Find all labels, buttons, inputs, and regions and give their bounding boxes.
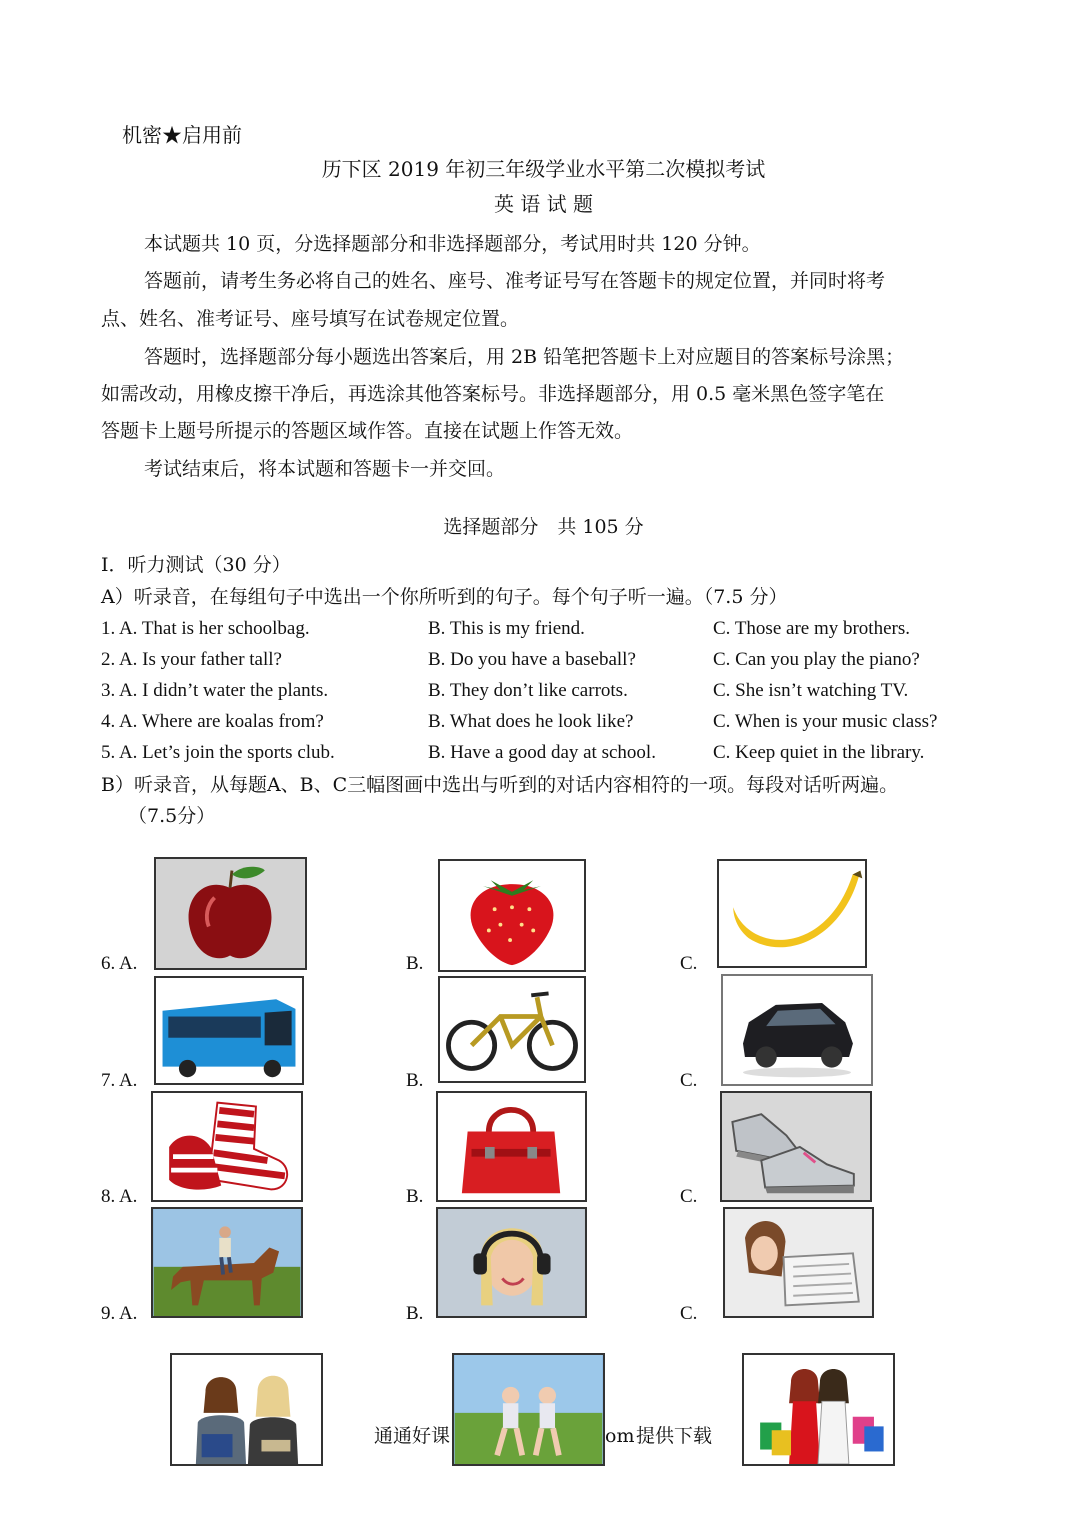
section-title: 选择题部分 共 105 分 bbox=[443, 516, 644, 538]
q7-label-b: B. bbox=[406, 1070, 424, 1091]
option-c: C. Keep quiet in the library. bbox=[713, 742, 925, 763]
part-a-instruction: A）听录音，在每组句子中选出一个你所听到的句子。每个句子听一遍。（7.5 分） bbox=[101, 586, 788, 608]
car-icon bbox=[721, 974, 873, 1086]
girls-exercising-icon bbox=[452, 1353, 605, 1466]
footer-text-right: 提供下载 bbox=[636, 1425, 713, 1447]
option-b: B. They don’t like carrots. bbox=[428, 680, 628, 701]
students-with-books-icon bbox=[170, 1353, 323, 1466]
q7-label-c: C. bbox=[680, 1070, 698, 1091]
instruction-line: 答题前，请考生务必将自己的姓名、座号、准考证号写在答题卡的规定位置，并同时将考 bbox=[144, 270, 886, 292]
apple-icon bbox=[154, 857, 307, 970]
option-a: 5. A. Let’s join the sports club. bbox=[101, 742, 335, 763]
shopping-girls-icon bbox=[742, 1353, 895, 1466]
option-c: C. She isn’t watching TV. bbox=[713, 680, 909, 701]
bicycle-icon bbox=[438, 976, 586, 1083]
q8-label-a: 8. A. bbox=[101, 1186, 138, 1207]
newspaper-reader-icon bbox=[723, 1207, 874, 1318]
option-a: 3. A. I didn’t water the plants. bbox=[101, 680, 329, 701]
option-b: B. What does he look like? bbox=[428, 711, 634, 732]
option-c: C. Can you play the piano? bbox=[713, 649, 920, 670]
option-a: 1. A. That is her schoolbag. bbox=[101, 618, 310, 639]
q6-label-c: C. bbox=[680, 953, 698, 974]
headphones-girl-icon bbox=[436, 1207, 587, 1318]
instruction-line: 点、姓名、准考证号、座号填写在试卷规定位置。 bbox=[101, 308, 520, 330]
option-b: B. Have a good day at school. bbox=[428, 742, 656, 763]
instruction-line: 本试题共 10 页，分选择题部分和非选择题部分，考试用时共 120 分钟。 bbox=[144, 233, 761, 255]
banana-icon bbox=[717, 859, 867, 968]
part-b-instruction: B）听录音，从每题A、B、C三幅图画中选出与听到的对话内容相符的一项。每段对话听两遍。 bbox=[101, 774, 899, 796]
part-b-instruction-score: （7.5分） bbox=[128, 805, 216, 827]
bus-icon bbox=[154, 976, 304, 1085]
q8-label-c: C. bbox=[680, 1186, 698, 1207]
exam-title: 历下区 2019 年初三年级学业水平第二次模拟考试 bbox=[321, 157, 766, 181]
sneakers-icon bbox=[720, 1091, 872, 1202]
subject-title: 英 语 试 题 bbox=[493, 192, 594, 216]
option-c: C. When is your music class? bbox=[713, 711, 938, 732]
instruction-line: 答题卡上题号所提示的答题区域作答。直接在试题上作答无效。 bbox=[101, 420, 634, 442]
socks-icon bbox=[151, 1091, 303, 1202]
footer-text-left: 通通好课 bbox=[374, 1425, 451, 1447]
instruction-line: 答题时，选择题部分每小题选出答案后，用 2B 铅笔把答题卡上对应题目的答案标号涂黑； bbox=[144, 346, 905, 368]
q6-label-a: 6. A. bbox=[101, 953, 138, 974]
option-a: 2. A. Is your father tall? bbox=[101, 649, 282, 670]
q9-label-c: C. bbox=[680, 1303, 698, 1324]
q8-label-b: B. bbox=[406, 1186, 424, 1207]
option-a: 4. A. Where are koalas from? bbox=[101, 711, 324, 732]
instruction-line: 考试结束后，将本试题和答题卡一并交回。 bbox=[144, 458, 506, 480]
q7-label-a: 7. A. bbox=[101, 1070, 138, 1091]
handbag-icon bbox=[436, 1091, 587, 1202]
part1-title: I．听力测试（30 分） bbox=[101, 554, 291, 576]
confidential-label: 机密★启用前 bbox=[122, 123, 242, 147]
footer-text-mid: om bbox=[605, 1425, 635, 1447]
option-b: B. This is my friend. bbox=[428, 618, 585, 639]
q6-label-b: B. bbox=[406, 953, 424, 974]
horse-riding-icon bbox=[151, 1207, 303, 1318]
instruction-line: 如需改动，用橡皮擦干净后，再选涂其他答案标号。非选择题部分，用 0.5 毫米黑色签字笔在 bbox=[101, 383, 885, 405]
option-b: B. Do you have a baseball? bbox=[428, 649, 636, 670]
q9-label-b: B. bbox=[406, 1303, 424, 1324]
strawberry-icon bbox=[438, 859, 586, 972]
q9-label-a: 9. A. bbox=[101, 1303, 138, 1324]
option-c: C. Those are my brothers. bbox=[713, 618, 910, 639]
